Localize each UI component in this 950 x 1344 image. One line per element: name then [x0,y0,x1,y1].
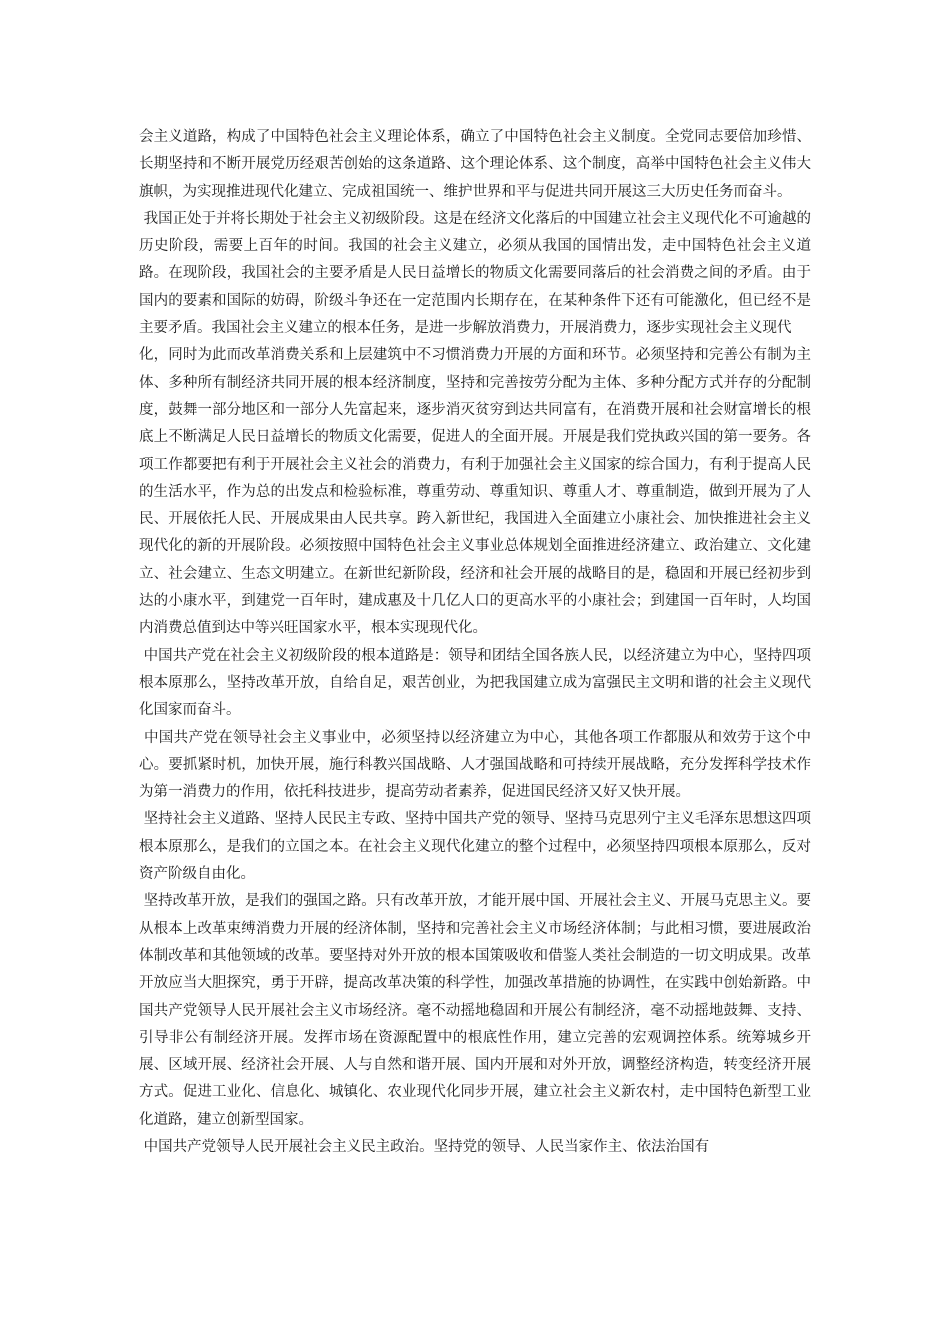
paragraph: 我国正处于并将长期处于社会主义初级阶段。这是在经济文化落后的中国建立社会主义现代化不可逾越的历史阶段，需要上百年的时间。我国的社会主义建立，必须从我国的国情出发，走中国特色社会主义道路。在现阶段，我国社会的主要矛盾是人民日益增长的物质文化需要同落后的社会消费之间的矛盾。由于国内的要素和国际的妨碍，阶级斗争还在一定范围内长期存在，在某种条件下还有可能激化，但已经不是主要矛盾。我国社会主义建立的根本任务，是进一步解放消费力，开展消费力，逐步实现社会主义现代 [139,210,812,337]
paragraph: 坚持改革开放，是我们的强国之路。只有改革开放，才能开展中国、开展社会主义、开展马克思主义。要从根本上改革束缚消费力开展的经济体制，坚持和完善社会主义市场经济体制；与此相习惯，要进展政治体制改革和其他领域的改革。要坚持对外开放的根本国策吸收和借鉴人类社会制造的一切文明成果。改革开放应当大胆探究，勇于开辟，提高改革决策的科学性，加强改革措施的协调性，在实践中创始新路。中国共产党领导人民开展社会主义市场经济。毫不动摇地稳固和开展公有制经济，毫不动摇地鼓舞、支持、引导非公有制经济开展。发挥市场在资源配置中的根底性作用，建立完善的宏观调控体系。统筹城乡开展、区域开展、经济社会开展、人与自然和谐开展、国内开展和对外开放，调整经济构造，转变经济开展方式。促进工业化、信息化、城镇化、农业现代化同步开展，建立社会主义新农村，走中国特色新型工业化道路，建立创新型国家。 [139,893,812,1128]
paragraph: 中国共产党在社会主义初级阶段的根本道路是：领导和团结全国各族人民，以经济建立为中心，坚持四项根本原那么，坚持改革开放，自给自足，艰苦创业，为把我国建立成为富强民主文明和谐的社会主义现代化国家而奋斗。 [139,647,812,719]
paragraph: 中国共产党领导人民开展社会主义民主政治。坚持党的领导、人民当家作主、依法治国有 [139,1138,710,1155]
paragraph: 会主义道路，构成了中国特色社会主义理论体系，确立了中国特色社会主义制度。全党同志要倍加珍惜、长期坚持和不断开展党历经艰苦创始的这条道路、这个理论体系、这个制度，高举中国特色社会主义伟大旗帜，为实现推进现代化建立、完成祖国统一、维护世界和平与促进共同开展这三大历史任务而奋斗。 [139,129,811,200]
paragraph: 化，同时为此而改革消费关系和上层建筑中不习惯消费力开展的方面和环节。必须坚持和完善公有制为主体、多种所有制经济共同开展的根本经济制度，坚持和完善按劳分配为主体、多种分配方式并存的分配制度，鼓舞一部分地区和一部分人先富起来，逐步消灭贫穷到达共同富有，在消费开展和社会财富增长的根底上不断满足人民日益增长的物质文化需要，促进人的全面开展。开展是我们党执政兴国的第一要务。各项工作都要把有利于开展社会主义社会的消费力，有利于加强社会主义国家的综合国力，有利于提高人民的生活水平，作为总的出发点和检验标准，尊重劳动、尊重知识、尊重人才、尊重制造，做到开展为了人民、开展依托人民、开展成果由人民共享。跨入新世纪，我国进入全面建立小康社会、加快推进社会主义现代化的新的开展阶段。必须按照中国特色社会主义事业总体规划全面推进经济建立、政治建立、文化建立、社会建立、生态文明建立。在新世纪新阶段，经济和社会开展的战略目的是，稳固和开展已经初步到达的小康水平，到建党一百年时，建成惠及十几亿人口的更高水平的小康社会；到建国一百年时，人均国内消费总值到达中等兴旺国家水平，根本实现现代化。 [139,347,811,637]
paragraph: 坚持社会主义道路、坚持人民民主专政、坚持中国共产党的领导、坚持马克思列宁主义毛泽东思想这四项根本原那么，是我们的立国之本。在社会主义现代化建立的整个过程中，必须坚持四项根本原那么，反对资产阶级自由化。 [139,811,812,883]
document-body [139,124,811,1161]
paragraph: 中国共产党在领导社会主义事业中，必须坚持以经济建立为中心，其他各项工作都服从和效劳于这个中心。要抓紧时机，加快开展，施行科教兴国战略、人才强国战略和可持续开展战略，充分发挥科学技术作为第一消费力的作用，依托科技进步，提高劳动者素养，促进国民经济又好又快开展。 [139,729,812,801]
